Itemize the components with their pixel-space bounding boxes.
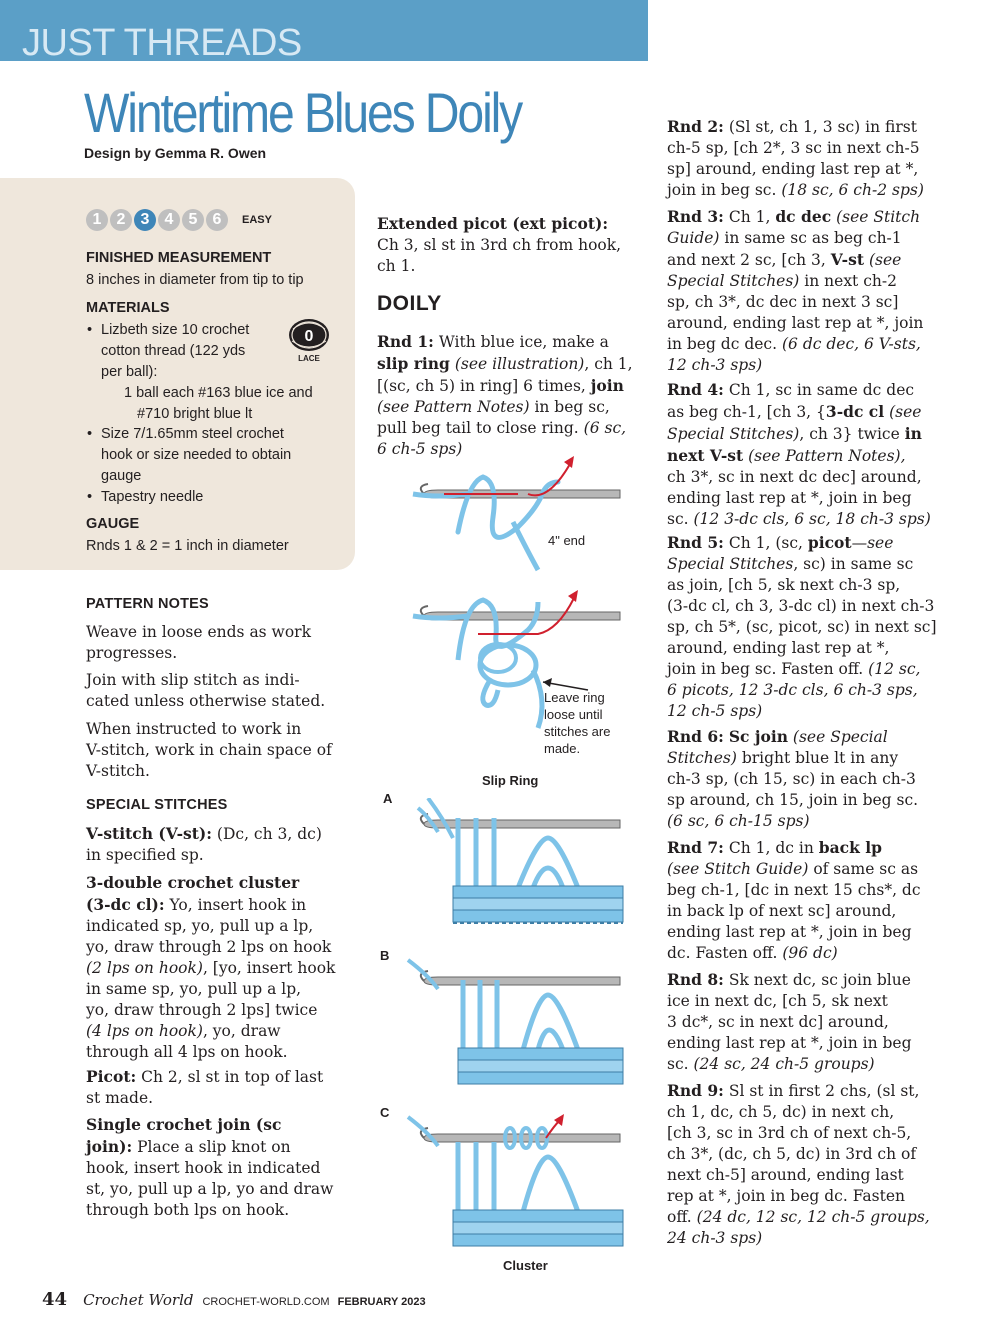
cluster-caption: Cluster — [503, 1258, 548, 1273]
yarn-weight-icon — [283, 317, 335, 367]
doily-heading: DOILY — [377, 292, 442, 315]
rnd-5-instructions: Rnd 5: Ch 1, (sc, picot—see Special Stitches, sc) in same sc as join, [ch 5, sk next ch-3 sp, (3-dc cl, ch 3, 3-dc cl) in next ch-3 sp, ch 5*, (sc, picot, sc) in next sc] around, ending last rep at *, join in beg sc. Fasten off. (12 sc, 6 picots, 12 3-dc cls, 6 ch-3 sps, 12 ch-5 sps) — [667, 533, 937, 720]
svg-text:LACE: LACE — [298, 354, 320, 363]
end-note: 4" end — [548, 533, 586, 548]
cluster-illustration-b — [398, 955, 626, 1090]
page-footer — [42, 1289, 426, 1310]
illustration-label-c: C — [380, 1105, 390, 1120]
gauge-text: Rnds 1 & 2 = 1 inch in diameter — [86, 538, 289, 554]
rnd-6-instructions: Rnd 6: Sc join (see Special Stitches) bright blue lt in any ch-3 sp, (ch 15, sc) in each ch-3 sp around, ch 15, join in beg sc. (6 sc, 6 ch-15 sps) — [667, 727, 919, 830]
issue-date: FEBRUARY 2023 — [337, 1296, 426, 1308]
rnd-8-instructions: Rnd 8: Sk next dc, sc join blue ice in next dc, [ch 5, sk next 3 dc*, sc in next dc] around, ending last rep at *, join in beg sc. (24 sc, 24 ch-5 groups) — [667, 970, 912, 1073]
skill-level-4: 4 — [158, 209, 180, 231]
website-link[interactable]: CROCHET-WORLD.COM — [202, 1296, 330, 1308]
illustration-label-b: B — [380, 948, 390, 963]
cluster-illustration-a — [398, 798, 626, 933]
rnd-3-instructions: Rnd 3: Ch 1, dc dec (see Stitch Guide) in same sc as beg ch-1 and next 2 sc, [ch 3, V-st (see Special Stitches) in next ch-2 sp, ch 3*, dc dec in next 3 sc] around, ending last rep at *, join in beg dc dec. (6 dc dec, 6 V-sts, 12 ch-3 sps) — [667, 207, 924, 374]
skill-level-5: 5 — [182, 209, 204, 231]
pattern-notes-heading: PATTERN NOTES — [86, 596, 209, 612]
magazine-name: Crochet World — [83, 1291, 194, 1309]
finished-heading: FINISHED MEASUREMENT — [86, 250, 272, 266]
picot-definition: Picot: Ch 2, sl st in top of last st made. — [86, 1067, 324, 1107]
special-stitches-heading: SPECIAL STITCHES — [86, 797, 228, 813]
materials-thread-colors: 1 ball each #163 blue ice and #710 bright blue lt — [124, 385, 313, 422]
rnd-2-instructions: Rnd 2: (Sl st, ch 1, 3 sc) in first ch-5 sp, [ch 2*, 3 sc in next ch-5 sp] around, ending last rep at *, join in beg sc. (18 sc, 6 ch-2 sps) — [667, 117, 924, 199]
pattern-note-2: Join with slip stitch as indi- cated unless otherwise stated. — [86, 671, 326, 710]
sc-join-definition: Single crochet join (sc join): Place a slip knot on hook, insert hook in indicated st, yo, pull up a lp, yo and draw through both lps on hook. — [86, 1115, 334, 1219]
pattern-note-1: Weave in loose ends as work progresses. — [86, 623, 311, 662]
rnd-9-instructions: Rnd 9: Sl st in first 2 chs, (sl st, ch 1, dc, ch 5, dc) in next ch, [ch 3, sc in 3rd ch of next ch-5, ch 3*, (dc, ch 5, dc) in 3rd ch of next ch-5] around, ending last rep at *, join in beg dc. Fasten off. (24 dc, 12 sc, 12 ch-5 groups, 24 ch-3 sps) — [667, 1081, 930, 1247]
page-title: Wintertime Blues Doily — [84, 81, 522, 144]
pattern-note-3: When instructed to work in V-stitch, work in chain space of V-stitch. — [86, 720, 332, 780]
byline: Design by Gemma R. Owen — [84, 145, 267, 161]
slip-ring-caption: Slip Ring — [482, 773, 539, 788]
slip-ring-illustration-1 — [398, 452, 626, 572]
svg-text:0: 0 — [304, 328, 314, 345]
materials-item-thread: • Lizbeth size 10 crochet cotton thread (122 yds per ball): — [87, 322, 250, 380]
gauge-heading: GAUGE — [86, 516, 140, 532]
rnd-1-instructions: Rnd 1: With blue ice, make a slip ring (see illustration), ch 1, [(sc, ch 5) in ring] 6 times, join (see Pattern Notes) in beg sc, pull beg tail to close ring. (6 sc, 6 ch-5 sps) — [377, 332, 633, 458]
rnd-7-instructions: Rnd 7: Ch 1, dc in back lp (see Stitch Guide) of same sc as beg ch-1, [dc in next 15 chs*, dc in back lp of next sc] around, ending last rep at *, join in beg dc. Fasten off. (96 dc) — [667, 838, 921, 962]
section-label: JUST THREADS — [22, 22, 302, 64]
ext-picot-definition: Extended picot (ext picot): Ch 3, sl st in 3rd ch from hook, ch 1. — [377, 214, 622, 275]
materials-item-hook: • Size 7/1.65mm steel crochet hook or size needed to obtain gauge — [87, 426, 292, 484]
illustration-label-a: A — [383, 791, 393, 806]
skill-level-1: 1 — [86, 209, 108, 231]
skill-level-3: 3 — [134, 209, 156, 231]
skill-level-6: 6 — [206, 209, 228, 231]
cluster-definition: 3-double crochet cluster (3-dc cl): Yo, insert hook in indicated sp, yo, pull up a lp, yo, draw through 2 lps on hook (2 lps on hook), [yo, insert hook in same sp, yo, pull up a lp, yo, draw through 2 lps] twice (4 lps on hook), yo, draw through all 4 lps on hook. — [86, 873, 336, 1061]
cluster-illustration-c — [398, 1112, 626, 1250]
skill-label: EASY — [242, 214, 272, 226]
materials-item-needle: • Tapestry needle — [87, 489, 204, 505]
skill-level-2: 2 — [110, 209, 132, 231]
rnd-4-instructions: Rnd 4: Ch 1, sc in same dc dec as beg ch-1, [ch 3, {3-dc cl (see Special Stitches), ch 3} twice in next V-st (see Pattern Notes), ch 3*, sc in next dc dec] around, ending last rep at *, join in beg sc. (12 3-dc cls, 6 sc, 18 ch-3 sps) — [667, 380, 931, 528]
page-number: 44 — [42, 1289, 68, 1310]
finished-text: 8 inches in diameter from tip to tip — [86, 272, 304, 288]
ring-note: Leave ring loose until stitches are made. — [544, 690, 611, 756]
materials-heading: MATERIALS — [86, 300, 170, 316]
skill-level — [86, 207, 272, 233]
section-band — [0, 0, 648, 64]
vstitch-definition: V-stitch (V-st): (Dc, ch 3, dc) in specified sp. — [86, 824, 322, 864]
